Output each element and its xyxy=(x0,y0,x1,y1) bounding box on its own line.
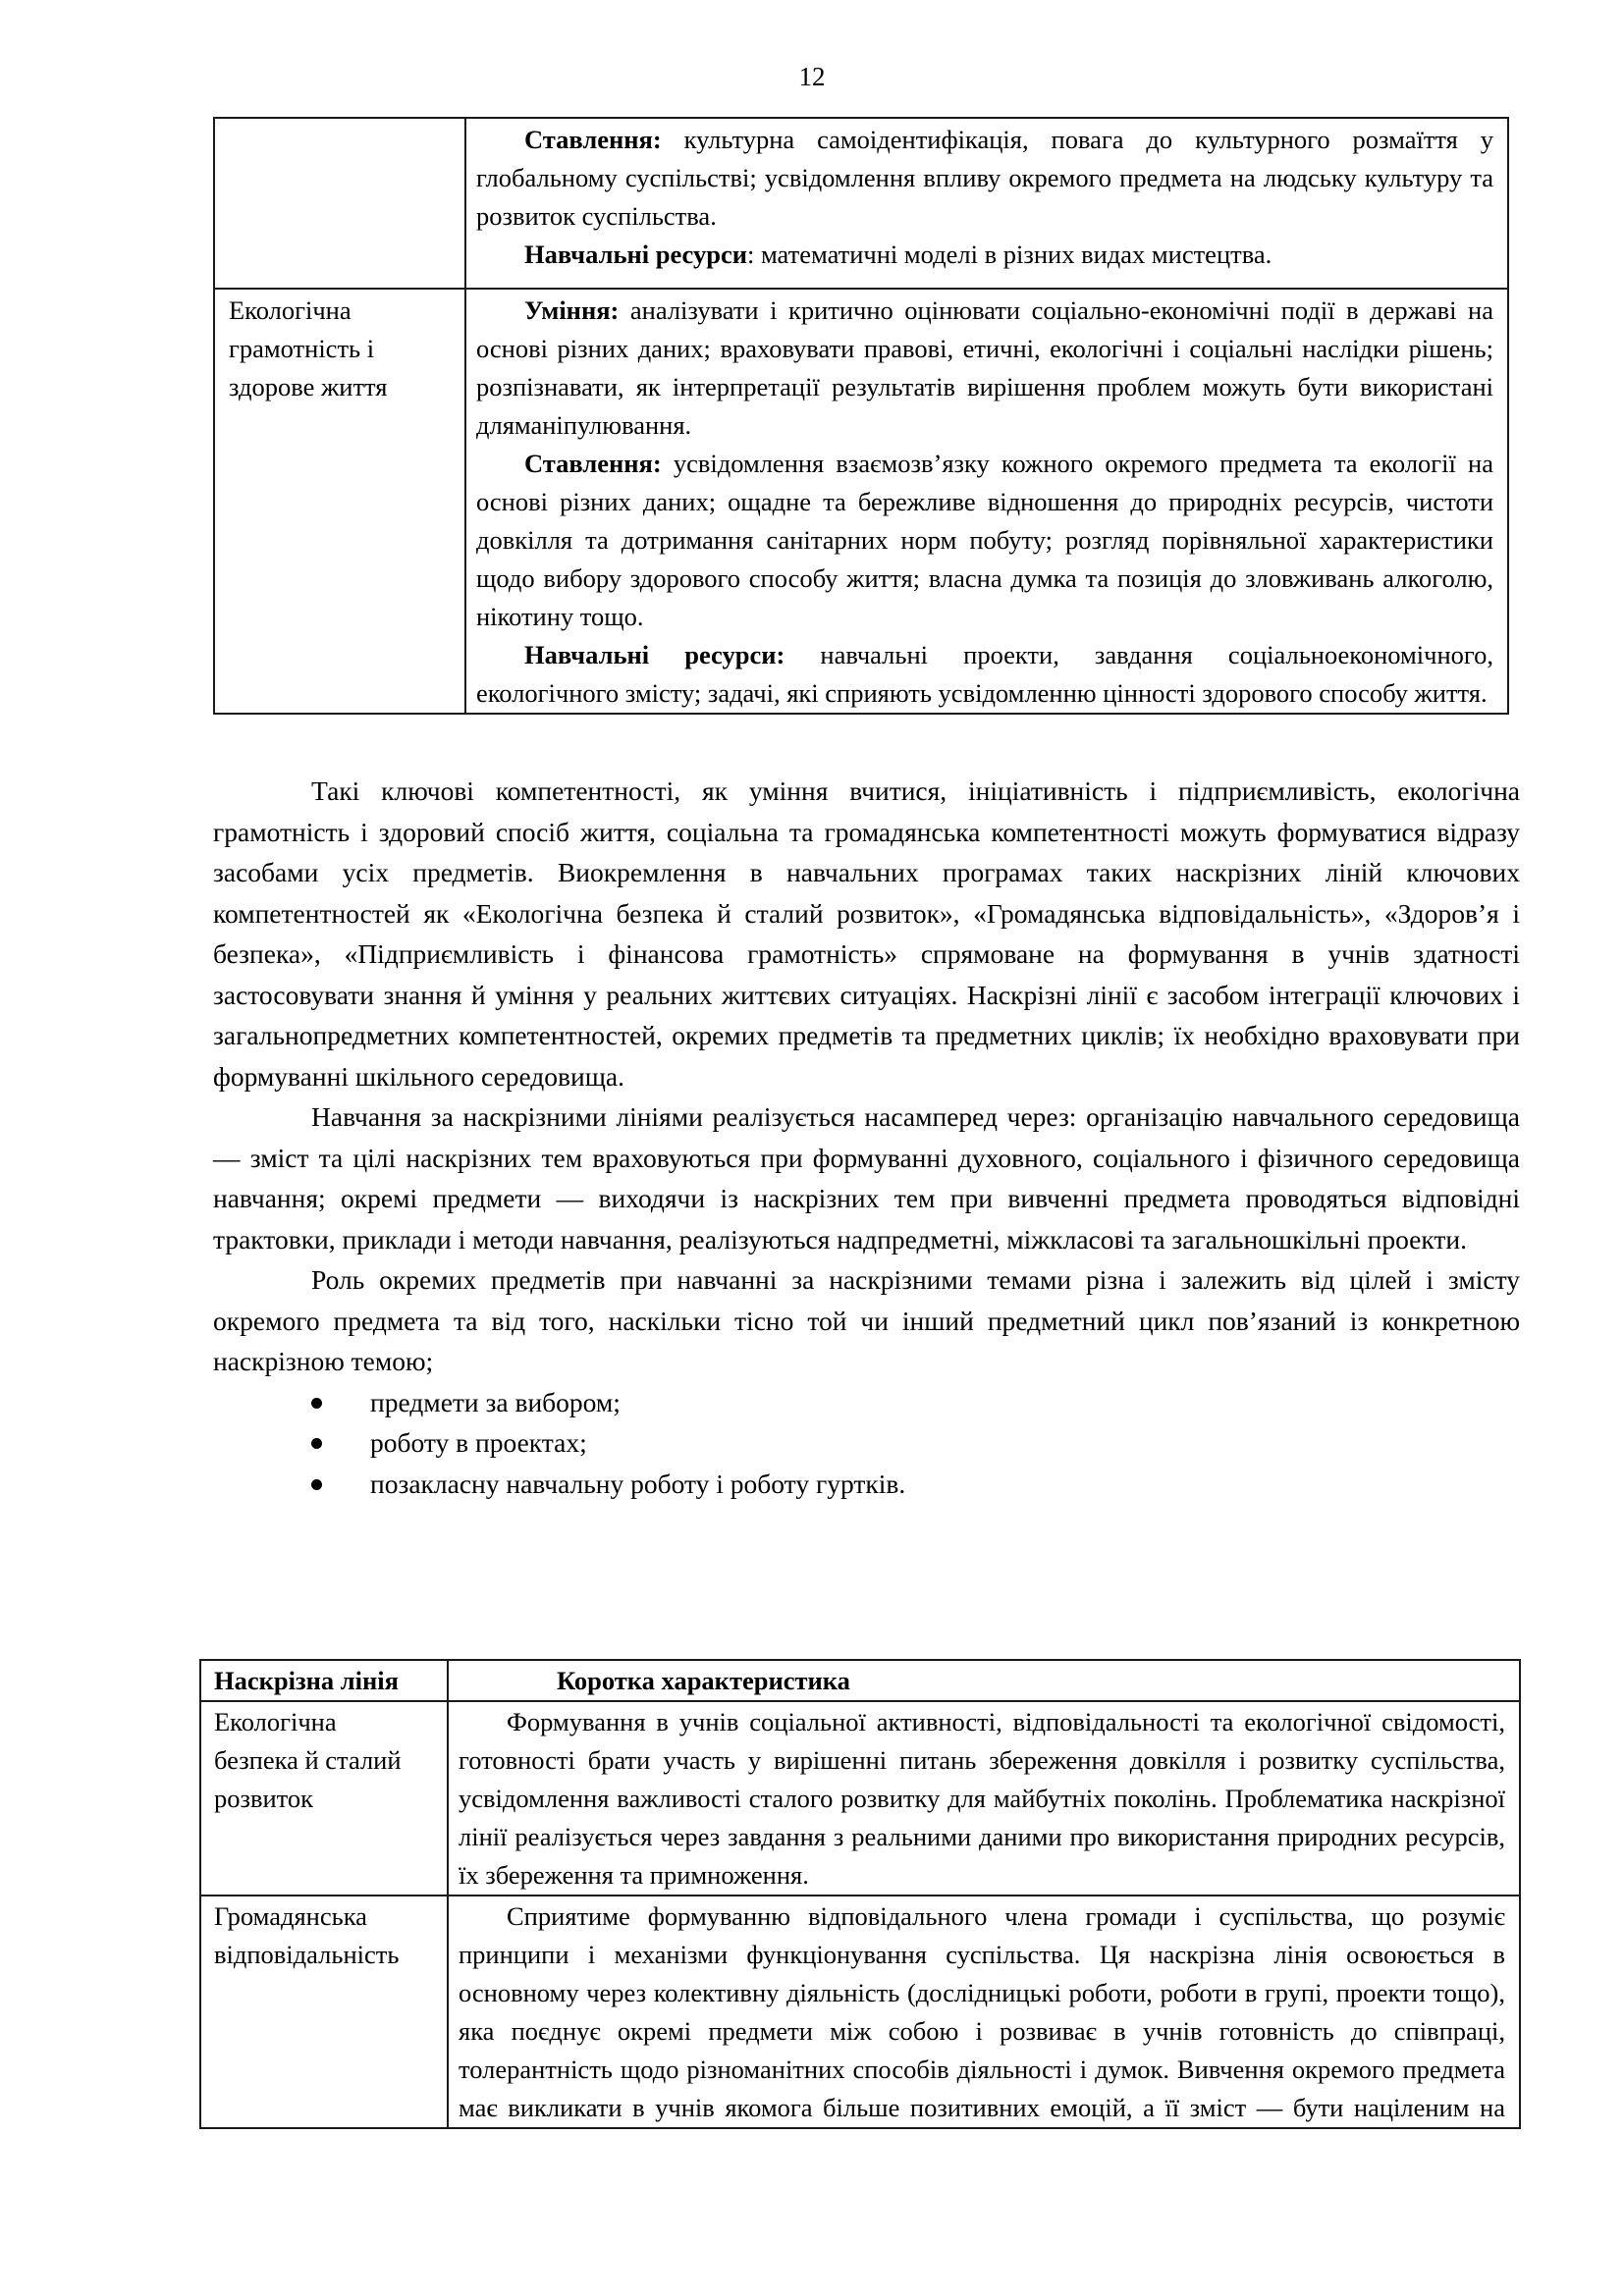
attitude-label: Ставлення: xyxy=(524,125,662,154)
list-item-text: предмети за вибором; xyxy=(370,1386,621,1417)
bullet-icon xyxy=(311,1438,322,1449)
bullet-list xyxy=(213,1382,1520,1505)
attitude-paragraph xyxy=(476,121,1493,236)
resources-paragraph xyxy=(476,636,1493,713)
resources-text: навчальні проекти, завдання соціальноекономічного, екологічного змісту; задачі, які сприяють усвідомленню цінності здорового способу життя. xyxy=(476,640,1493,708)
attitude-paragraph xyxy=(476,445,1493,636)
page-number: 12 xyxy=(798,62,826,91)
line-name-cell: Екологічна безпека й сталий розвиток xyxy=(200,1701,448,1896)
column-header-line xyxy=(200,1660,448,1701)
competency-description-cell xyxy=(465,289,1508,714)
competencies-table-continued xyxy=(213,117,1509,715)
resources-text: : математичні моделі в різних видах мистецтва. xyxy=(746,240,1272,269)
list-item xyxy=(213,1464,1520,1505)
skills-label: Уміння: xyxy=(524,295,620,325)
list-item-text: позакласну навчальну роботу і роботу гуртків. xyxy=(370,1468,906,1499)
column-header-description xyxy=(448,1660,1520,1701)
list-item xyxy=(213,1422,1520,1464)
cross-cutting-lines-table xyxy=(199,1659,1521,2129)
list-item-text: роботу в проектах; xyxy=(370,1427,587,1458)
table-row xyxy=(200,1701,1520,1896)
resources-label: Навчальні ресурси: xyxy=(524,640,785,669)
description-paragraph xyxy=(459,1897,1505,2127)
paragraph: Роль окремих предметів при навчанні за наскрізними темами різна і залежить від цілей і змісту окремого предмета та від того, наскільки тісно той чи інший предметний цикл пов’язаний із конкретною наскрізною темою; xyxy=(213,1264,1520,1376)
column-header-text: Наскрізна лінія xyxy=(214,1666,399,1695)
competency-name-cell xyxy=(214,118,465,289)
resources-label: Навчальні ресурси xyxy=(524,240,747,269)
bullet-icon xyxy=(311,1398,322,1409)
paragraph: Такі ключові компетентності, як уміння вчитися, ініціативність і підприємливість, екологічна грамотність і здоровий спосіб життя, соціальна та громадянська компетентності можуть формуватися відразу засобами усіх предметів. Виокремлення в навчальних програмах таких наскрізних ліній ключових компетентностей як «Екологічна безпека й сталий розвиток», «Громадянська відповідальність», «Здоров’я і безпека», «Підприємливість і фінансова грамотність» спрямоване на формування в учнів здатності застосовувати знання й уміння у реальних життєвих ситуаціях. Наскрізні лінії є засобом інтеграції ключових і загальнопредметних компетентностей, окремих предметів та предметних циклів; їх необхідно враховувати при формуванні шкільного середовища. xyxy=(213,775,1520,1092)
competency-description-cell xyxy=(465,118,1508,289)
bullet-icon xyxy=(311,1479,322,1490)
resources-paragraph xyxy=(476,236,1493,274)
list-item xyxy=(213,1382,1520,1423)
paragraph: Навчання за наскрізними лініями реалізується насамперед через: організацію навчального середовища — зміст та цілі наскрізних тем враховуються при формуванні духовного, соціального і фізичного середовища навчання; окремі предмети — виходячи із наскрізних тем при вивченні предмета проводяться відповідні трактовки, приклади і методи навчання, реалізуються надпредметні, міжкласові та загальношкільні проекти. xyxy=(213,1101,1520,1255)
competency-name-cell: Екологічна грамотність і здорове життя xyxy=(214,289,465,714)
attitude-text: культурна самоідентифікація, повага до культурного розмаїття у глобальному суспільстві; усвідомлення впливу окремого предмета на людську культуру та розвиток суспільства. xyxy=(476,125,1493,231)
line-description-cell xyxy=(448,1896,1520,2128)
table-row xyxy=(214,289,1508,714)
table-row xyxy=(214,118,1508,289)
description-paragraph xyxy=(459,1703,1505,1895)
skills-text: аналізувати і критично оцінювати соціально-економічні події в державі на основі різних даних; враховувати правові, етичні, екологічні і соціальні наслідки рішень; розпізнавати, як інтерпретації результатів вирішення проблем можуть бути використані дляманіпулювання. xyxy=(476,295,1493,440)
description-text: Сприятиме формуванню відповідального члена громади і суспільства, що розуміє принципи і механізми функціонування суспільства. Ця наскрізна лінія освоюється в основному через колективну діяльність (дослідницькі роботи, роботи в групі, проекти тощо), яка поєднує окремі предмети між собою і розвиває в учнів готовність до співпраці, толерантність щодо різноманітних способів діяльності і думок. Вивчення окремого предмета має викликати в учнів якомога більше позитивних емоцій, а її зміст — бути націленим на xyxy=(459,1901,1505,2122)
body-text xyxy=(213,771,1520,1504)
description-text: Формування в учнів соціальної активності, відповідальності та екологічної свідомості, готовності брати участь у вирішенні питань збереження довкілля і розвитку суспільства, усвідомлення важливості сталого розвитку для майбутніх поколінь. Проблематика наскрізної лінії реалізується через завдання з реальними даними про використання природних ресурсів, їх збереження та примноження. xyxy=(459,1707,1505,1890)
line-name-cell: Громадянська відповідальність xyxy=(200,1896,448,2128)
column-header-text: Коротка характеристика xyxy=(557,1666,850,1695)
table-row xyxy=(200,1896,1520,2128)
table-header-row xyxy=(200,1660,1520,1701)
attitude-label: Ставлення: xyxy=(524,449,662,478)
skills-paragraph xyxy=(476,292,1493,445)
attitude-text: усвідомлення взаємозв’язку кожного окремого предмета та екології на основі різних даних; ощадне та бережливе відношення до природніх ресурсів, чистоти довкілля та дотримання санітарних норм побуту; розгляд порівняльної характеристики щодо вибору здорового способу життя; власна думка та позиція до зловживань алкоголю, нікотину тощо. xyxy=(476,449,1493,631)
line-description-cell xyxy=(448,1701,1520,1896)
